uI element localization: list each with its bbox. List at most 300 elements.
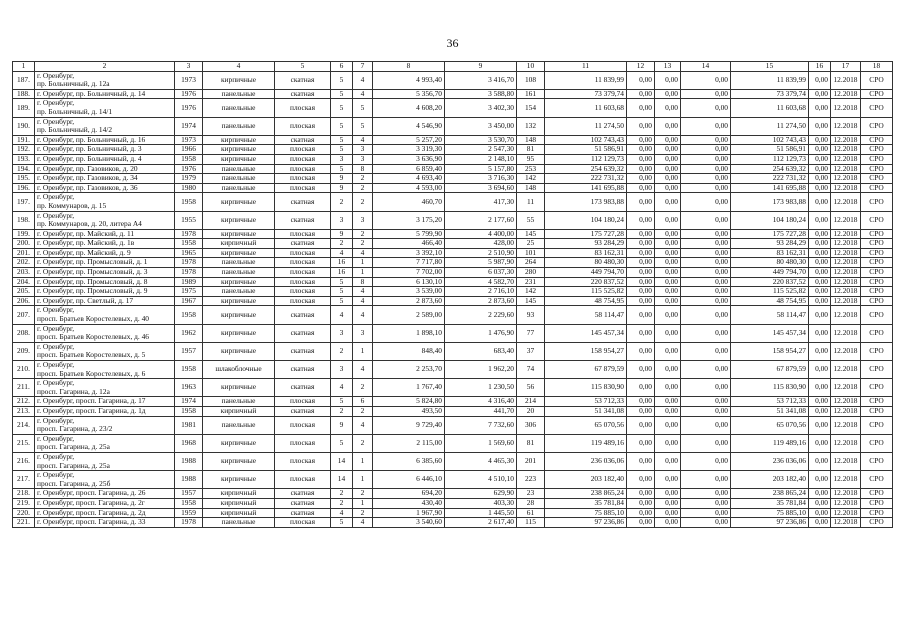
roof-type-cell: плоская — [275, 174, 331, 184]
row-number-cell: 205. — [13, 287, 35, 297]
contribution-cell: 73 379,74 — [545, 89, 627, 99]
row-number-cell: 207. — [13, 306, 35, 324]
address-cell: г. Оренбург, просп. Гагарина, д. 1д — [35, 406, 175, 416]
value-cell: 0,00 — [681, 324, 731, 342]
roof-type-cell: плоская — [275, 397, 331, 407]
total-area-cell: 2 589,00 — [373, 306, 445, 324]
value-cell: 0,00 — [681, 248, 731, 258]
floors-cell: 2 — [331, 498, 353, 508]
address-cell: г. Оренбург, пр. Больничный, д. 14/1 — [35, 99, 175, 117]
residents-cell: 148 — [517, 135, 545, 145]
date-cell: 12.2018 — [831, 89, 861, 99]
roof-type-cell: скатная — [275, 379, 331, 397]
roof-type-cell: плоская — [275, 229, 331, 239]
residents-cell: 148 — [517, 183, 545, 193]
total-cell: 254 639,32 — [731, 164, 809, 174]
residents-cell: 306 — [517, 416, 545, 434]
entrances-cell: 4 — [353, 135, 373, 145]
wall-material-cell: кирпичные — [203, 342, 275, 360]
value-cell: 0,00 — [681, 416, 731, 434]
value-cell: 0,00 — [809, 361, 831, 379]
roof-type-cell: плоская — [275, 183, 331, 193]
total-area-cell: 848,40 — [373, 342, 445, 360]
floors-cell: 9 — [331, 174, 353, 184]
year-built-cell: 1958 — [175, 406, 203, 416]
value-cell: 0,00 — [809, 416, 831, 434]
floors-cell: 16 — [331, 268, 353, 278]
column-number: 15 — [731, 62, 809, 72]
table-row — [13, 258, 893, 268]
method-cell: СРО — [861, 287, 893, 297]
column-number: 5 — [275, 62, 331, 72]
residential-area-cell: 4 316,40 — [445, 397, 517, 407]
total-area-cell: 466,40 — [373, 239, 445, 249]
contribution-cell: 11 603,68 — [545, 99, 627, 117]
residential-area-cell: 6 037,30 — [445, 268, 517, 278]
value-cell: 0,00 — [809, 508, 831, 518]
residents-cell: 145 — [517, 229, 545, 239]
roof-type-cell: скатная — [275, 489, 331, 499]
row-number-cell: 211. — [13, 379, 35, 397]
address-cell: г. Оренбург, просп. Гагарина, д. 26 — [35, 489, 175, 499]
residents-cell: 93 — [517, 306, 545, 324]
value-cell: 0,00 — [655, 406, 681, 416]
method-cell: СРО — [861, 239, 893, 249]
contribution-cell: 238 865,24 — [545, 489, 627, 499]
value-cell: 0,00 — [655, 489, 681, 499]
row-number-cell: 213. — [13, 406, 35, 416]
method-cell: СРО — [861, 248, 893, 258]
residents-cell: 55 — [517, 211, 545, 229]
residential-area-cell: 1 962,20 — [445, 361, 517, 379]
address-cell: г. Оренбург, просп. Братьев Коростелевых, д. 6 — [35, 361, 175, 379]
value-cell: 0,00 — [627, 174, 655, 184]
address-cell: г. Оренбург, просп. Гагарина, д. 33 — [35, 518, 175, 528]
residents-cell: 11 — [517, 193, 545, 211]
row-number-cell: 190. — [13, 117, 35, 135]
value-cell: 0,00 — [809, 89, 831, 99]
total-cell: 65 070,56 — [731, 416, 809, 434]
method-cell: СРО — [861, 229, 893, 239]
total-area-cell: 3 636,90 — [373, 154, 445, 164]
column-number: 12 — [627, 62, 655, 72]
total-area-cell: 3 540,60 — [373, 518, 445, 528]
address-cell: г. Оренбург, просп. Гагарина, д. 2г — [35, 498, 175, 508]
residents-cell: 81 — [517, 434, 545, 452]
contribution-cell: 141 695,88 — [545, 183, 627, 193]
value-cell: 0,00 — [627, 229, 655, 239]
year-built-cell: 1978 — [175, 258, 203, 268]
value-cell: 0,00 — [627, 71, 655, 89]
date-cell: 12.2018 — [831, 258, 861, 268]
roof-type-cell: скатная — [275, 193, 331, 211]
value-cell: 0,00 — [809, 498, 831, 508]
value-cell: 0,00 — [655, 71, 681, 89]
roof-type-cell: скатная — [275, 324, 331, 342]
floors-cell: 2 — [331, 342, 353, 360]
residents-cell: 223 — [517, 471, 545, 489]
entrances-cell: 2 — [353, 239, 373, 249]
residents-cell: 28 — [517, 498, 545, 508]
row-number-cell: 208. — [13, 324, 35, 342]
value-cell: 0,00 — [681, 268, 731, 278]
address-cell: г. Оренбург, пр. Коммунаров, д. 15 — [35, 193, 175, 211]
total-area-cell: 3 319,30 — [373, 145, 445, 155]
method-cell: СРО — [861, 361, 893, 379]
floors-cell: 2 — [331, 193, 353, 211]
wall-material-cell: кирпичные — [203, 452, 275, 470]
date-cell: 12.2018 — [831, 361, 861, 379]
residential-area-cell: 1 569,60 — [445, 434, 517, 452]
year-built-cell: 1988 — [175, 471, 203, 489]
address-cell: г. Оренбург, просп. Гагарина, д. 25б — [35, 471, 175, 489]
value-cell: 0,00 — [681, 193, 731, 211]
method-cell: СРО — [861, 211, 893, 229]
value-cell: 0,00 — [809, 164, 831, 174]
wall-material-cell: кирпичные — [203, 306, 275, 324]
table-row — [13, 471, 893, 489]
entrances-cell: 5 — [353, 99, 373, 117]
total-area-cell: 6 446,10 — [373, 471, 445, 489]
value-cell: 0,00 — [809, 296, 831, 306]
value-cell: 0,00 — [655, 183, 681, 193]
roof-type-cell: скатная — [275, 71, 331, 89]
wall-material-cell: кирпичные — [203, 471, 275, 489]
value-cell: 0,00 — [809, 248, 831, 258]
residential-area-cell: 2 547,30 — [445, 145, 517, 155]
entrances-cell: 1 — [353, 498, 373, 508]
wall-material-cell: панельные — [203, 89, 275, 99]
row-number-cell: 214. — [13, 416, 35, 434]
row-number-cell: 191. — [13, 135, 35, 145]
roof-type-cell: плоская — [275, 518, 331, 528]
residents-cell: 142 — [517, 287, 545, 297]
total-cell: 80 480,30 — [731, 258, 809, 268]
wall-material-cell: кирпичные — [203, 379, 275, 397]
total-cell: 222 731,32 — [731, 174, 809, 184]
value-cell: 0,00 — [655, 361, 681, 379]
address-cell: г. Оренбург, просп. Гагарина, д. 17 — [35, 397, 175, 407]
value-cell: 0,00 — [627, 154, 655, 164]
total-area-cell: 694,20 — [373, 489, 445, 499]
address-cell: г. Оренбург, пр. Газовиков, д. 20 — [35, 164, 175, 174]
row-number-cell: 189. — [13, 99, 35, 117]
residential-area-cell: 1 476,90 — [445, 324, 517, 342]
contribution-cell: 11 839,99 — [545, 71, 627, 89]
residential-area-cell: 2 873,60 — [445, 296, 517, 306]
entrances-cell: 2 — [353, 229, 373, 239]
year-built-cell: 1976 — [175, 99, 203, 117]
table-row — [13, 117, 893, 135]
method-cell: СРО — [861, 452, 893, 470]
date-cell: 12.2018 — [831, 296, 861, 306]
method-cell: СРО — [861, 183, 893, 193]
entrances-cell: 1 — [353, 258, 373, 268]
table-row — [13, 211, 893, 229]
method-cell: СРО — [861, 193, 893, 211]
column-number: 4 — [203, 62, 275, 72]
year-built-cell: 1978 — [175, 229, 203, 239]
row-number-cell: 196. — [13, 183, 35, 193]
value-cell: 0,00 — [809, 135, 831, 145]
value-cell: 0,00 — [655, 174, 681, 184]
wall-material-cell: кирпичные — [203, 229, 275, 239]
total-area-cell: 3 539,00 — [373, 287, 445, 297]
value-cell: 0,00 — [681, 379, 731, 397]
row-number-cell: 193. — [13, 154, 35, 164]
value-cell: 0,00 — [627, 306, 655, 324]
address-cell: г. Оренбург, пр. Больничный, д. 14/2 — [35, 117, 175, 135]
roof-type-cell: скатная — [275, 135, 331, 145]
row-number-cell: 200. — [13, 239, 35, 249]
contribution-cell: 51 341,08 — [545, 406, 627, 416]
floors-cell: 5 — [331, 277, 353, 287]
value-cell: 0,00 — [627, 498, 655, 508]
method-cell: СРО — [861, 135, 893, 145]
value-cell: 0,00 — [627, 379, 655, 397]
entrances-cell: 4 — [353, 361, 373, 379]
residents-cell: 101 — [517, 248, 545, 258]
residents-cell: 37 — [517, 342, 545, 360]
total-cell: 203 182,40 — [731, 471, 809, 489]
table-row — [13, 489, 893, 499]
residents-cell: 161 — [517, 89, 545, 99]
contribution-cell: 145 457,34 — [545, 324, 627, 342]
value-cell: 0,00 — [655, 89, 681, 99]
column-number: 13 — [655, 62, 681, 72]
date-cell: 12.2018 — [831, 71, 861, 89]
wall-material-cell: кирпичные — [203, 248, 275, 258]
address-cell: г. Оренбург, пр. Светлый, д. 17 — [35, 296, 175, 306]
table-row — [13, 164, 893, 174]
date-cell: 12.2018 — [831, 306, 861, 324]
roof-type-cell: плоская — [275, 434, 331, 452]
value-cell: 0,00 — [627, 434, 655, 452]
value-cell: 0,00 — [809, 397, 831, 407]
contribution-cell: 11 274,50 — [545, 117, 627, 135]
value-cell: 0,00 — [809, 306, 831, 324]
value-cell: 0,00 — [627, 296, 655, 306]
total-cell: 112 129,73 — [731, 154, 809, 164]
date-cell: 12.2018 — [831, 397, 861, 407]
year-built-cell: 1974 — [175, 397, 203, 407]
column-number: 1 — [13, 62, 35, 72]
entrances-cell: 3 — [353, 211, 373, 229]
year-built-cell: 1966 — [175, 145, 203, 155]
year-built-cell: 1957 — [175, 342, 203, 360]
address-cell: г. Оренбург, пр. Больничный, д. 3 — [35, 145, 175, 155]
roof-type-cell: плоская — [275, 117, 331, 135]
floors-cell: 3 — [331, 324, 353, 342]
method-cell: СРО — [861, 174, 893, 184]
date-cell: 12.2018 — [831, 452, 861, 470]
residents-cell: 145 — [517, 296, 545, 306]
row-number-cell: 217. — [13, 471, 35, 489]
method-cell: СРО — [861, 277, 893, 287]
method-cell: СРО — [861, 498, 893, 508]
entrances-cell: 3 — [353, 145, 373, 155]
residential-area-cell: 2 229,60 — [445, 306, 517, 324]
residential-area-cell: 1 230,50 — [445, 379, 517, 397]
roof-type-cell: скатная — [275, 239, 331, 249]
value-cell: 0,00 — [809, 258, 831, 268]
residential-area-cell: 2 617,40 — [445, 518, 517, 528]
row-number-cell: 188. — [13, 89, 35, 99]
year-built-cell: 1974 — [175, 117, 203, 135]
total-cell: 48 754,95 — [731, 296, 809, 306]
total-cell: 75 885,10 — [731, 508, 809, 518]
residents-cell: 20 — [517, 406, 545, 416]
roof-type-cell: скатная — [275, 211, 331, 229]
date-cell: 12.2018 — [831, 518, 861, 528]
value-cell: 0,00 — [681, 452, 731, 470]
floors-cell: 3 — [331, 211, 353, 229]
column-number: 10 — [517, 62, 545, 72]
wall-material-cell: кирпичные — [203, 277, 275, 287]
residential-area-cell: 5 157,80 — [445, 164, 517, 174]
year-built-cell: 1958 — [175, 306, 203, 324]
row-number-cell: 221. — [13, 518, 35, 528]
column-number: 17 — [831, 62, 861, 72]
residential-area-cell: 4 465,30 — [445, 452, 517, 470]
date-cell: 12.2018 — [831, 268, 861, 278]
table-row — [13, 452, 893, 470]
value-cell: 0,00 — [627, 508, 655, 518]
address-cell: г. Оренбург, пр. Больничный, д. 14 — [35, 89, 175, 99]
year-built-cell: 1980 — [175, 183, 203, 193]
address-cell: г. Оренбург, пр. Коммунаров, д. 20, литера А4 — [35, 211, 175, 229]
total-cell: 11 274,50 — [731, 117, 809, 135]
entrances-cell: 8 — [353, 277, 373, 287]
address-cell: г. Оренбург, пр. Больничный, д. 12а — [35, 71, 175, 89]
value-cell: 0,00 — [627, 99, 655, 117]
total-area-cell: 6 859,40 — [373, 164, 445, 174]
date-cell: 12.2018 — [831, 342, 861, 360]
table-row — [13, 145, 893, 155]
total-area-cell: 430,40 — [373, 498, 445, 508]
date-cell: 12.2018 — [831, 239, 861, 249]
total-area-cell: 7 702,00 — [373, 268, 445, 278]
address-cell: г. Оренбург, просп. Гагарина, д. 2д — [35, 508, 175, 518]
wall-material-cell: панельные — [203, 164, 275, 174]
value-cell: 0,00 — [681, 434, 731, 452]
wall-material-cell: панельные — [203, 268, 275, 278]
floors-cell: 9 — [331, 183, 353, 193]
total-cell: 11 839,99 — [731, 71, 809, 89]
date-cell: 12.2018 — [831, 434, 861, 452]
address-cell: г. Оренбург, пр. Промысловый, д. 3 — [35, 268, 175, 278]
total-cell: 102 743,43 — [731, 135, 809, 145]
table-row — [13, 248, 893, 258]
row-number-cell: 209. — [13, 342, 35, 360]
roof-type-cell: скатная — [275, 306, 331, 324]
wall-material-cell: кирпичный — [203, 406, 275, 416]
residential-area-cell: 3 694,60 — [445, 183, 517, 193]
year-built-cell: 1963 — [175, 379, 203, 397]
wall-material-cell: кирпичные — [203, 324, 275, 342]
value-cell: 0,00 — [681, 154, 731, 164]
date-cell: 12.2018 — [831, 145, 861, 155]
method-cell: СРО — [861, 434, 893, 452]
entrances-cell: 4 — [353, 416, 373, 434]
table-row — [13, 416, 893, 434]
value-cell: 0,00 — [681, 99, 731, 117]
value-cell: 0,00 — [655, 306, 681, 324]
method-cell: СРО — [861, 89, 893, 99]
entrances-cell: 3 — [353, 154, 373, 164]
method-cell: СРО — [861, 489, 893, 499]
wall-material-cell: кирпичный — [203, 498, 275, 508]
table-row — [13, 379, 893, 397]
date-cell: 12.2018 — [831, 183, 861, 193]
total-area-cell: 9 729,40 — [373, 416, 445, 434]
entrances-cell: 5 — [353, 117, 373, 135]
row-number-cell: 220. — [13, 508, 35, 518]
value-cell: 0,00 — [681, 397, 731, 407]
total-cell: 449 794,70 — [731, 268, 809, 278]
contribution-cell: 75 885,10 — [545, 508, 627, 518]
date-cell: 12.2018 — [831, 508, 861, 518]
entrances-cell: 8 — [353, 164, 373, 174]
date-cell: 12.2018 — [831, 498, 861, 508]
residential-area-cell: 3 450,00 — [445, 117, 517, 135]
value-cell: 0,00 — [655, 277, 681, 287]
entrances-cell: 2 — [353, 193, 373, 211]
contribution-cell: 51 586,91 — [545, 145, 627, 155]
entrances-cell: 4 — [353, 89, 373, 99]
method-cell: СРО — [861, 164, 893, 174]
entrances-cell: 2 — [353, 174, 373, 184]
address-cell: г. Оренбург, просп. Гагарина, д. 23/2 — [35, 416, 175, 434]
value-cell: 0,00 — [655, 117, 681, 135]
value-cell: 0,00 — [809, 342, 831, 360]
floors-cell: 9 — [331, 229, 353, 239]
date-cell: 12.2018 — [831, 117, 861, 135]
year-built-cell: 1973 — [175, 135, 203, 145]
value-cell: 0,00 — [681, 71, 731, 89]
housing-register-table — [12, 61, 893, 528]
total-cell: 51 586,91 — [731, 145, 809, 155]
address-cell: г. Оренбург, пр. Промысловый, д. 1 — [35, 258, 175, 268]
value-cell: 0,00 — [627, 489, 655, 499]
value-cell: 0,00 — [655, 324, 681, 342]
address-cell: г. Оренбург, просп. Братьев Коростелевых, д. 46 — [35, 324, 175, 342]
value-cell: 0,00 — [655, 164, 681, 174]
value-cell: 0,00 — [655, 471, 681, 489]
entrances-cell: 2 — [353, 379, 373, 397]
residential-area-cell: 4 582,70 — [445, 277, 517, 287]
value-cell: 0,00 — [681, 135, 731, 145]
row-number-cell: 199. — [13, 229, 35, 239]
table-row — [13, 518, 893, 528]
residents-cell: 280 — [517, 268, 545, 278]
method-cell: СРО — [861, 324, 893, 342]
table-body — [13, 71, 893, 527]
row-number-cell: 195. — [13, 174, 35, 184]
wall-material-cell: шлакоблочные — [203, 361, 275, 379]
date-cell: 12.2018 — [831, 164, 861, 174]
wall-material-cell: кирпичные — [203, 434, 275, 452]
residential-area-cell: 2 148,10 — [445, 154, 517, 164]
residents-cell: 154 — [517, 99, 545, 117]
contribution-cell: 158 954,27 — [545, 342, 627, 360]
floors-cell: 3 — [331, 154, 353, 164]
wall-material-cell: кирпичные — [203, 135, 275, 145]
table-row — [13, 306, 893, 324]
table-row — [13, 89, 893, 99]
floors-cell: 9 — [331, 416, 353, 434]
entrances-cell: 1 — [353, 342, 373, 360]
